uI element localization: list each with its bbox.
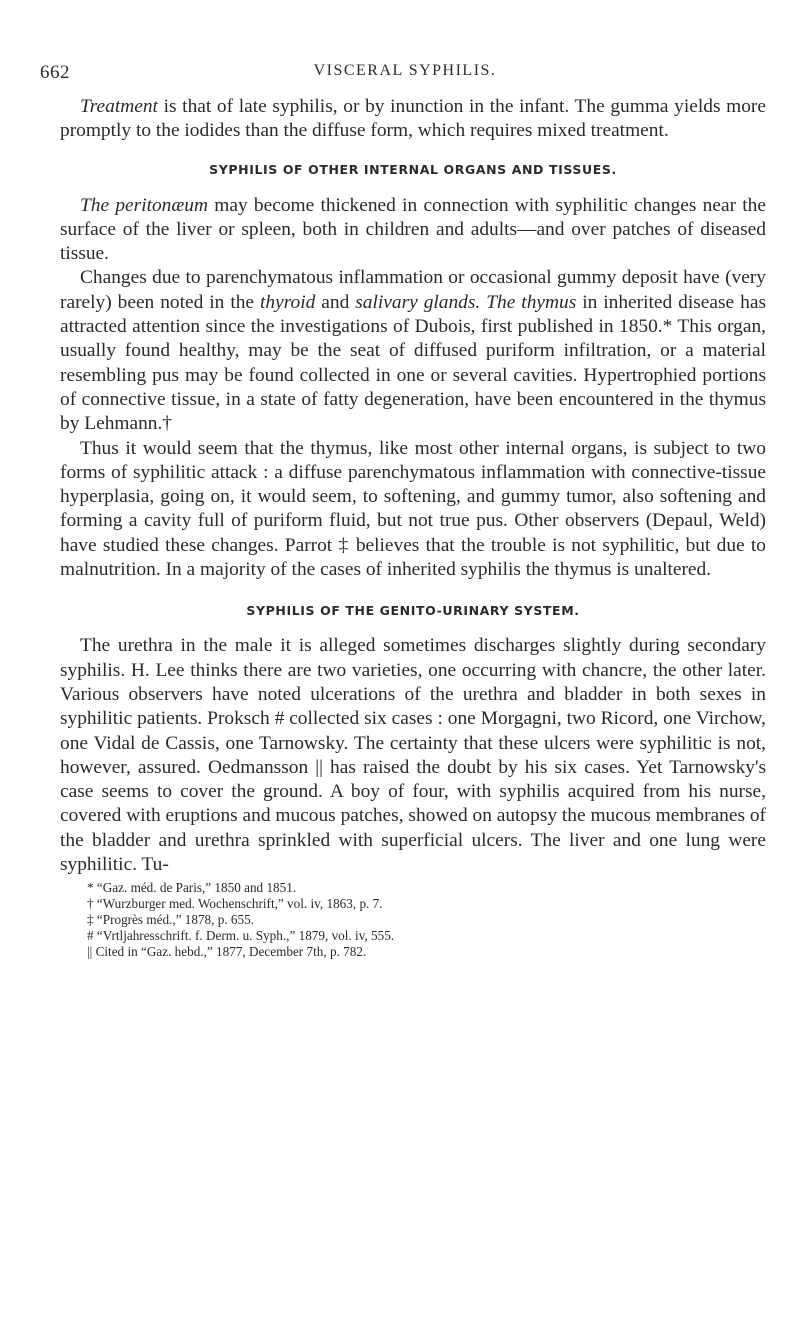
paragraph-peritonaeum — [60, 194, 766, 267]
running-header — [40, 62, 770, 84]
footnote: † “Wurzburger med. Wochenschrift,” vol. iv, 1863, p. 7. — [87, 896, 383, 912]
footnote: || Cited in “Gaz. hebd.,” 1877, December 7th, p. 782. — [87, 944, 367, 960]
footnote: ‡ “Progrès méd.,” 1878, p. 655. — [87, 912, 255, 928]
paragraph-text: may become thickened in connection with syphilitic changes near the surface of the liver or spleen, both in children and adults—and over patches of diseased tissue. — [60, 194, 766, 265]
paragraph-text: is that of late syphilis, or by inunction in the infant. The gumma yields more promptly to the iodides than the diffuse form, which requires mixed treatment. — [60, 96, 766, 142]
paragraph-text: in inherited disease has attracted attention since the investigations of Dubois, first published in 1850.* This organ, usually found healthy, may be the seat of diffused puriform infiltration, or a material resembling pus may be found collected in one or several cavities. Hypertrophied portions of connective tissue, in a state of fatty degeneration, have been encountered in the thymus by Lehmann.† — [60, 291, 766, 435]
footnote: # “Vrtljahresschrift. f. Derm. u. Syph.,” 1879, vol. iv, 555. — [87, 928, 395, 944]
paragraph-thymus-forms: Thus it would seem that the thymus, like most other internal organs, is subject to two forms of syphilitic attack : a diffuse parenchymatous inflammation with connective-tissue hyperplasia, going on, it would seem, to softening, and gummy tumor, also softening and forming a cavity full of puriform fluid, but not true pus. Other observers (Depaul, Weld) have studied these changes. Parrot ‡ believes that the trouble is not syphilitic, but due to malnutrition. In a majority of the cases of inherited syphilis the thymus is unaltered. — [60, 437, 766, 581]
emphasis-thymus: The thymus — [486, 291, 577, 313]
emphasis-thyroid: thyroid — [260, 291, 316, 313]
paragraph-text: Changes due to parenchymatous inflammation or occasional gummy deposit have (very rarely) been noted in the — [60, 267, 766, 313]
page-body — [60, 95, 766, 960]
paragraph-text: and — [315, 291, 356, 313]
emphasis-salivary-glands: salivary glands. — [355, 291, 481, 313]
page-number: 662 — [40, 62, 70, 83]
paragraph-treatment — [60, 95, 766, 144]
paragraph-thyroid-thymus — [60, 266, 766, 436]
section-heading-genito-urinary: SYPHILIS OF THE GENITO-URINARY SYSTEM. — [246, 603, 580, 619]
section-heading-internal-organs: SYPHILIS OF OTHER INTERNAL ORGANS AND TISSUES. — [209, 161, 617, 177]
footnote: * “Gaz. méd. de Paris,” 1850 and 1851. — [87, 880, 297, 896]
paragraph-urethra: The urethra in the male it is alleged sometimes discharges slightly during secondary syphilis. H. Lee thinks there are two varieties, one occurring with chancre, the other later. Various observers have noted ulcerations of the urethra and bladder in both sexes in syphilitic patients. Proksch # collected six cases : one Morgagni, two Ricord, one Virchow, one Vidal de Cassis, one Tarnowsky. The certainty that these ulcers were syphilitic is not, however, assured. Oedmansson || has raised the doubt by his six cases. Yet Tarnowsky's case seems to cover the ground. A boy of four, with syphilis acquired from his nurse, covered with eruptions and mucous patches, showed on autopsy the mucous membranes of the bladder and urethra sprinkled with superficial ulcers. The liver and one lung were syphilitic. Tu- — [60, 635, 766, 876]
footnotes — [60, 880, 766, 960]
running-title: VISCERAL SYPHILIS. — [313, 62, 497, 79]
lead-term: The peritonæum — [80, 194, 208, 216]
lead-term: Treatment — [80, 96, 158, 117]
